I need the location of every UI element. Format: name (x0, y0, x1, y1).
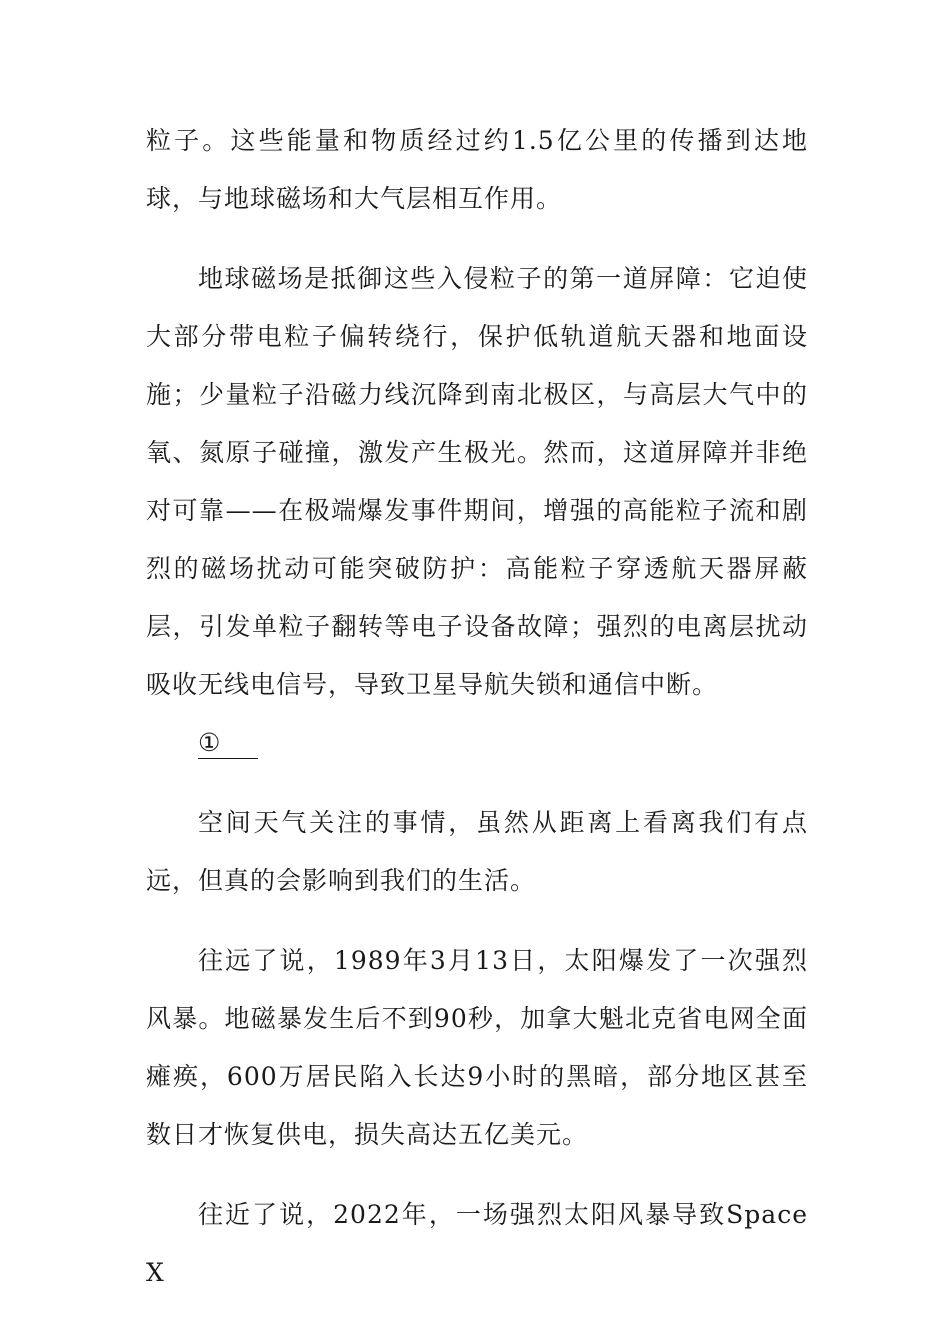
paragraph-magnetic-field: 地球磁场是抵御这些入侵粒子的第一道屏障：它迫使大部分带电粒子偏转绕行，保护低轨道航天器和地面设施；少量粒子沿磁力线沉降到南北极区，与高层大气中的氧、氮原子碰撞，激发产生极光。然而，这道屏障并非绝对可靠——在极端爆发事件期间，增强的高能粒子流和剧烈的磁场扰动可能突破防护：高能粒子穿透航天器屏蔽层，引发单粒子翻转等电子设备故障；强烈的电离层扰动吸收无线电信号，导致卫星导航失锁和通信中断。 (146, 264, 808, 699)
paragraph-2022-storm: 往近了说，2022年，一场强烈太阳风暴导致SpaceX (146, 1200, 808, 1287)
paragraph-space-weather: 空间天气关注的事情，虽然从距离上看离我们有点远，但真的会影响到我们的生活。 (146, 808, 808, 895)
document-body (146, 112, 808, 1302)
paragraph-continuation: 粒子。这些能量和物质经过约1.5亿公里的传播到达地球，与地球磁场和大气层相互作用。 (146, 126, 808, 213)
paragraph-1989-storm: 往远了说，1989年3月13日，太阳爆发了一次强烈风暴。地磁暴发生后不到90秒，加拿大魁北克省电网全面瘫痪，600万居民陷入长达9小时的黑暗，部分地区甚至数日才恢复供电，损失高达五亿美元。 (146, 946, 808, 1149)
blank-marker: ① (198, 728, 258, 759)
blank-marker-line (146, 714, 808, 772)
